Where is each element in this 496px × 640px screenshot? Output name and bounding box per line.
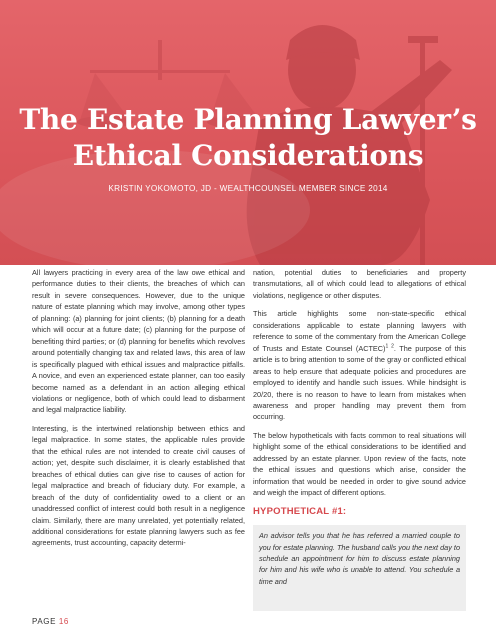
article-title [0, 102, 496, 174]
title-line-2: Ethical Considerations [72, 139, 424, 172]
title-line-1: The Estate Planning Lawyer’s [19, 103, 477, 136]
footnote-reference[interactable]: 1 2 [385, 343, 394, 350]
hypothetical-box [253, 525, 466, 611]
page-number [32, 617, 69, 626]
paragraph-text: This article highlights some non-state-specific ethical considerations applicable to estate planning lawyers with reference to some of the commentary from the American College of Trusts and Estate Counsel (ACTEC) [253, 309, 466, 353]
author-byline: KRISTIN YOKOMOTO, JD - WEALTHCOUNSEL MEMBER SINCE 2014 [108, 184, 388, 193]
body-paragraph: nation, potential duties to beneficiaries and property transmutations, all of which could lead to allegations of ethical violations, negligence or other disputes. [253, 268, 466, 300]
page-label: PAGE [32, 617, 57, 626]
right-column [253, 267, 466, 611]
body-paragraph: The below hypotheticals with facts common to real situations will highlight some of the ethical considerations to be identified and addressed by an estate planner. Upon review of the facts, note the ethical issues and questions which arise, consider the information that would be needed in order to give sound advice and weigh the impact of different options. [253, 430, 466, 498]
body-paragraph [253, 308, 466, 423]
page-number-value: 16 [58, 617, 69, 626]
left-column [32, 267, 245, 556]
hypothetical-text: An advisor tells you that he has referred a married couple to you for estate planning. The husband calls you the next day to schedule an appointment for him to discuss estate planning for him and his wife who is unable to attend. You schedule a time and [259, 531, 460, 586]
hero-banner [0, 0, 496, 265]
body-paragraph: All lawyers practicing in every area of the law owe ethical and performance duties to their clients, the breaches of which can result in severe consequences. However, due to the unique nature of estate planning which may involve, among other types of planning: (a) planning for joint clients; (b) planning for a death which will occur at a future date; (c) planning for the purpose of benefiting third parties; or (d) planning for benefits which revolves around potentially changing tax and related laws, this area of law is specifically plagued with ethical issues and malpractice pitfalls. A novice, and even an experienced estate planner, can too easily become named as a defendant in an action alleging ethical violations or negligence, both of which could lead to disbarment and legal malpractice liability. [32, 268, 245, 415]
hypothetical-heading: HYPOTHETICAL #1: [253, 505, 347, 517]
paragraph-text: . The purpose of this article is to bring attention to some of the gray or conflicted ethical areas to help ensure that adequate policies and procedures are employed to identify and handle such issues. While hindsight is 20/20, there is no reason to have to learn from mistakes when awareness and proper handling may prevent them from occurring. [253, 343, 467, 422]
body-paragraph: Interesting, is the intertwined relationship between ethics and legal malpractice. In some states, the applicable rules provide that the ethical rules are not intended to create civil causes of action; yet, despite such disclaimer, it is clearly established that breaches of ethical duties can give rise to causes of action for legal malpractice and breach of fiduciary duty. For example, a breach of the duty of confidentiality owed to a client or an unaddressed conflict of interest could both result in a negligence claim. Similarly, there are many unrelated, yet potentially related, additional considerations for estate planning lawyers such as fee agreements, trust accounting, capacity determi- [32, 423, 245, 548]
